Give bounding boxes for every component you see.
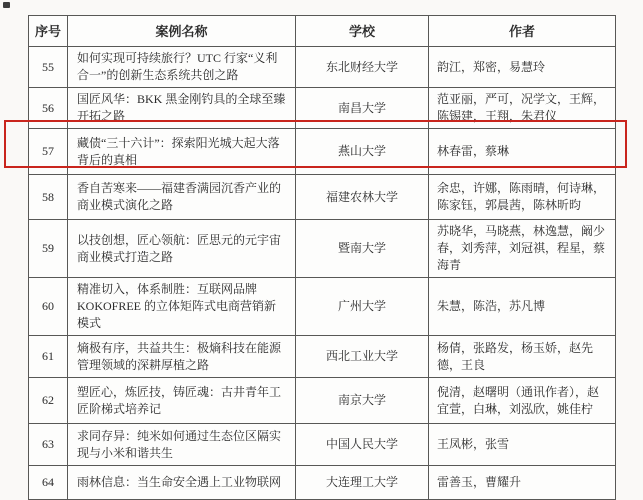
- cell-authors: 雷善玉，曹耀升: [429, 466, 616, 500]
- cell-authors: 苏晓华，马晓燕，林逸慧，阚少春，刘秀萍，刘冠祺，程星，蔡海青: [429, 220, 616, 278]
- cell-school: 西北工业大学: [296, 336, 429, 378]
- table-row: [29, 175, 616, 220]
- cell-row-number: 55: [29, 47, 68, 88]
- cell-school: 大连理工大学: [296, 466, 429, 500]
- cell-row-number: 56: [29, 88, 68, 129]
- table-row: [29, 129, 616, 175]
- cell-school: 南京大学: [296, 378, 429, 424]
- cell-school: 燕山大学: [296, 129, 429, 175]
- cell-case-title: 香自苦寒来——福建香满园沉香产业的商业模式演化之路: [68, 175, 296, 220]
- cell-school: 广州大学: [296, 278, 429, 336]
- cell-authors: 倪清，赵曙明（通讯作者），赵宜萱，白琳，刘泓欣，姚佳柠: [429, 378, 616, 424]
- cell-row-number: 59: [29, 220, 68, 278]
- cell-authors: 林春雷，蔡琳: [429, 129, 616, 175]
- column-header-no: 序号: [29, 16, 68, 47]
- scan-artifact-mark: [3, 2, 10, 8]
- cell-row-number: 58: [29, 175, 68, 220]
- column-header-authors: 作者: [429, 16, 616, 47]
- cell-row-number: 57: [29, 129, 68, 175]
- cell-case-title: 精准切入，体系制胜：互联网品牌 KOKOFREE 的立体矩阵式电商营销新模式: [68, 278, 296, 336]
- cell-row-number: 63: [29, 424, 68, 466]
- table-row: [29, 336, 616, 378]
- cell-school: 东北财经大学: [296, 47, 429, 88]
- cell-case-title: 藏债“三十六计”：探索阳光城大起大落背后的真相: [68, 129, 296, 175]
- table-row: [29, 88, 616, 129]
- table-row: [29, 466, 616, 500]
- cell-row-number: 62: [29, 378, 68, 424]
- table-row: [29, 47, 616, 88]
- cell-case-title: 国匠风华：BKK 黑金刚钓具的全球至臻开拓之路: [68, 88, 296, 129]
- cell-row-number: 64: [29, 466, 68, 500]
- cell-case-title: 如何实现可持续旅行？UTC 行家“义利合一”的创新生态系统共创之路: [68, 47, 296, 88]
- column-header-school: 学校: [296, 16, 429, 47]
- cell-school: 中国人民大学: [296, 424, 429, 466]
- cell-row-number: 61: [29, 336, 68, 378]
- cell-case-title: 塑匠心，炼匠技，铸匠魂：古井青年工匠阶梯式培养记: [68, 378, 296, 424]
- table-body: [29, 47, 616, 500]
- table-header-row: [29, 16, 616, 47]
- cell-authors: 范亚丽，严可，况学文，王辉，陈锡建，王翔，朱君仪: [429, 88, 616, 129]
- cell-case-title: 雨林信息：当生命安全遇上工业物联网: [68, 466, 296, 500]
- cell-authors: 朱慧，陈浩，苏凡博: [429, 278, 616, 336]
- cell-authors: 余忠，许娜，陈雨晴，何诗琳，陈家钰，郭晨茜，陈林昕昀: [429, 175, 616, 220]
- column-header-title: 案例名称: [68, 16, 296, 47]
- table-row: [29, 278, 616, 336]
- cell-authors: 杨倩，张路发，杨玉娇，赵先德，王良: [429, 336, 616, 378]
- cell-case-title: 求同存异：纯米如何通过生态位区隔实现与小米和谐共生: [68, 424, 296, 466]
- cell-school: 南昌大学: [296, 88, 429, 129]
- table-row: [29, 424, 616, 466]
- case-list-table: [28, 15, 616, 500]
- cell-row-number: 60: [29, 278, 68, 336]
- cell-case-title: 以技创想，匠心领航：匠思元的元宇宙商业模式打造之路: [68, 220, 296, 278]
- cell-authors: 王凤彬，张雪: [429, 424, 616, 466]
- cell-authors: 韵江，郑密，易慧玲: [429, 47, 616, 88]
- cell-school: 暨南大学: [296, 220, 429, 278]
- table-row: [29, 378, 616, 424]
- cell-school: 福建农林大学: [296, 175, 429, 220]
- table-row: [29, 220, 616, 278]
- cell-case-title: 熵极有序，共益共生：极熵科技在能源管理领域的深耕厚植之路: [68, 336, 296, 378]
